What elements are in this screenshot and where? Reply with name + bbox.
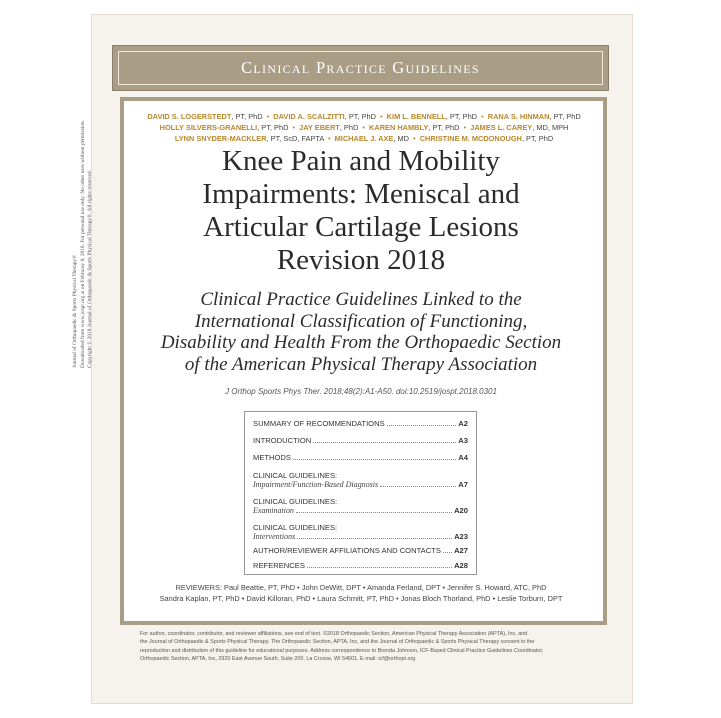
author-name: LYNN SNYDER-MACKLER [174,134,267,143]
author-credentials: , PT, PhD [257,123,289,132]
author-credentials: , PT, PhD [428,123,460,132]
banner-inner-frame [118,51,603,85]
toc-page: A3 [458,436,468,445]
footnote-line: For author, coordinator, contributor, and reviewer affiliations, see end of text. ©2018 Orthopaedic Section, American Physical Therapy Association (APTA), Inc, and [140,631,528,637]
toc-label: CLINICAL GUIDELINES: [253,497,338,506]
reviewers-line: REVIEWERS: Paul Beattie, PT, PhD • John DeWitt, DPT • Amanda Ferland, DPT • Jennifer S. Howard, ATC, PhD [175,583,547,592]
author-credentials: , PT, PhD [445,112,478,121]
subtitle-line: Clinical Practice Guidelines Linked to the [200,289,522,310]
toc-leader [297,537,452,539]
author-separator: • [413,134,416,143]
toc-leader [296,511,452,513]
toc-sublabel: Examination [253,506,294,515]
toc-label: METHODS [253,453,291,462]
footnote-line: the Journal of Orthopaedic & Sports Physical Therapy. The Orthopaedic Section, APTA, Inc, and the Journal of Orthopaedic & Sports Physical Therapy consent to the [140,639,535,646]
toc-page: A20 [454,506,468,515]
author-name: JAY EBERT [299,123,340,132]
title-line: Revision 2018 [276,244,446,276]
toc-leader [387,424,457,426]
title-line: Articular Cartilage Lesions [203,211,519,243]
title-line: Knee Pain and Mobility [222,145,500,177]
toc-sublabel: Interventions [253,532,296,541]
author-name: RANA S. HINMAN [487,112,550,121]
subtitle-line: of the American Physical Therapy Association [184,353,538,375]
document-subtitle [130,289,592,375]
author-line-1 [126,111,602,122]
toc-leader [307,566,452,568]
toc-item[interactable] [253,453,468,462]
author-name: HOLLY SILVERS-GRANELLI [159,123,258,132]
subtitle-line: International Classification of Functioning, [194,310,528,332]
author-credentials: , PT, PhD [231,112,263,121]
toc-item[interactable] [253,436,468,445]
document-title [130,145,592,277]
author-credentials: , PT, PhD [549,112,581,121]
reviewers-line: Sandra Kaplan, PT, PhD • David Killoran, PhD • Laura Schmitt, PT, PhD • Jonas Bloch Thorland, PhD • Leslie Torburn, DPT [159,594,563,603]
toc-label: SUMMARY OF RECOMMENDATIONS [253,419,385,428]
footnote-line: Orthopaedic Section, APTA, Inc, 2920 East Avenue South, Suite 200, La Crosse, WI 54601. E-mail: icf@orthopt.org [140,656,416,663]
toc-page: A28 [454,561,468,570]
toc-page: A4 [458,453,468,462]
author-name: CHRISTINE M. MCDONOUGH [419,134,522,143]
toc-label: INTRODUCTION [253,436,312,445]
footnote-line: reproduction and distribution of this guideline for educational purposes. Address correspondence to Brenda Johnson, ICF-Based Clinical Practice Guidelines Coordinator, [140,647,544,654]
toc-label: REFERENCES [253,561,305,570]
toc-label: CLINICAL GUIDELINES: [253,523,338,532]
toc-leader [293,458,456,460]
sidebar-line: Copyright © 2018 Journal of Orthopaedic & Sports Physical Therapy®. All rights reserved. [87,170,94,368]
toc-leader [443,551,452,553]
author-credentials: , PhD [339,123,359,132]
author-separator: • [463,123,467,132]
toc-label: AUTHOR/REVIEWER AFFILIATIONS AND CONTACTS [253,546,441,555]
toc-page: A27 [454,546,468,555]
reviewers-list [130,582,592,604]
download-notice-sidebar [72,28,95,368]
author-name: MICHAEL J. AXE [334,134,394,143]
author-line-3 [126,133,602,144]
author-separator: • [362,123,365,132]
toc-leader [313,441,456,443]
sidebar-line: Journal of Orthopaedic & Sports Physical Therapy® [72,254,78,368]
author-name: JAMES L. CAREY [470,123,533,132]
author-line-2 [126,122,602,133]
author-credentials: , MD [393,134,409,143]
toc-item[interactable] [253,471,468,489]
table-of-contents [244,411,477,575]
toc-item[interactable] [253,523,468,541]
toc-page: A2 [458,419,468,428]
author-list [126,111,602,144]
author-separator: • [481,112,484,121]
author-name: KAREN HAMBLY [369,123,429,132]
author-separator: • [266,112,270,121]
banner-title: Clinical Practice Guidelines [241,58,480,77]
author-name: KIM L. BENNELL [386,112,446,121]
toc-item[interactable] [253,546,468,555]
toc-page: A23 [454,532,468,541]
toc-page: A7 [458,480,468,489]
copyright-footnote [140,630,592,664]
subtitle-line: Disability and Health From the Orthopaedic Section [160,332,562,353]
author-separator: • [327,134,331,143]
toc-leader [380,485,456,487]
sidebar-line: Downloaded from www.jospt.org at on February 8, 2018. For personal use only. No other uses without permission. [79,119,86,368]
author-credentials: , MD, MPH [532,123,569,132]
title-line: Impairments: Meniscal and [202,178,520,210]
author-separator: • [380,112,383,121]
toc-item[interactable] [253,419,468,428]
toc-item[interactable] [253,561,468,570]
author-credentials: , PT, PhD [521,134,554,143]
toc-sublabel: Impairment/Function-Based Diagnosis [253,480,379,489]
toc-label: CLINICAL GUIDELINES: [253,471,338,480]
author-name: DAVID S. LOGERSTEDT [147,112,232,121]
author-credentials: , PT, ScD, FAPTA [266,134,324,143]
author-separator: • [292,123,296,132]
author-name: DAVID A. SCALZITTI [273,112,345,121]
citation: J Orthop Sports Phys Ther. 2018;48(2):A1-A50. doi:10.2519/jospt.2018.0301 [225,387,497,396]
section-banner [112,45,609,91]
toc-item[interactable] [253,497,468,515]
author-credentials: , PT, PhD [344,112,376,121]
